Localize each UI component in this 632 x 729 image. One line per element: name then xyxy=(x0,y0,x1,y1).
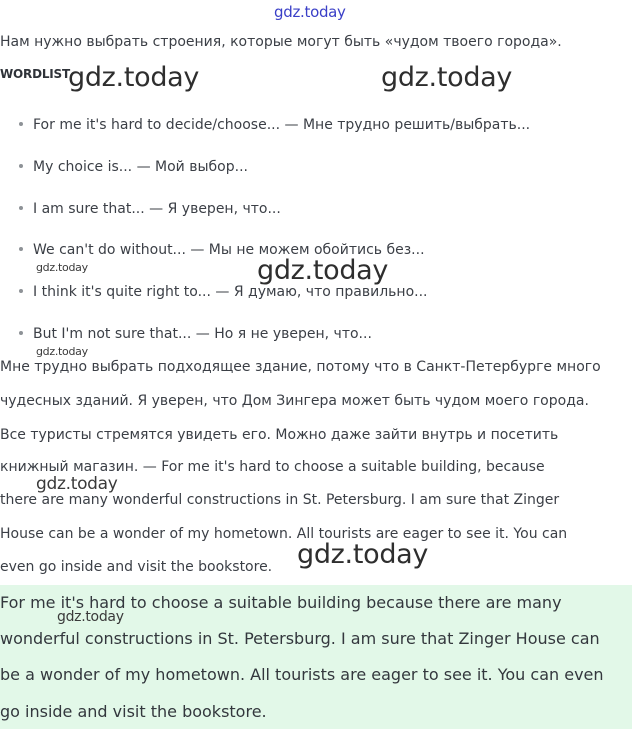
watermark: gdz.today xyxy=(297,539,429,570)
wordlist-item-text: I think it's quite right to... — Я думаю, что правильно... xyxy=(33,284,428,300)
paragraph-line: there are many wonderful constructions in St. Petersburg. I am sure that Zinger xyxy=(0,492,560,508)
answer-line: wonderful constructions in St. Petersburg. I am sure that Zinger House can xyxy=(0,629,600,648)
watermark-small: gdz.today xyxy=(36,261,88,274)
watermark: gdz.today xyxy=(381,62,513,93)
bullet-dot-icon xyxy=(19,247,23,251)
watermark-small: gdz.today xyxy=(36,345,88,358)
watermark: gdz.today xyxy=(68,62,200,93)
wordlist-item xyxy=(19,284,428,300)
watermark-small: gdz.today xyxy=(57,609,124,625)
intro-text: Нам нужно выбрать строения, которые могут быть «чудом твоего города». xyxy=(0,34,562,50)
paragraph-line: книжный магазин. — For me it's hard to choose a suitable building, because xyxy=(0,459,545,475)
bullet-dot-icon xyxy=(19,289,23,293)
bullet-dot-icon xyxy=(19,164,23,168)
watermark-small: gdz.today xyxy=(36,474,118,494)
answer-line: For me it's hard to choose a suitable building because there are many xyxy=(0,593,562,612)
wordlist-item xyxy=(19,159,248,175)
paragraph-line: House can be a wonder of my hometown. All tourists are eager to see it. You can xyxy=(0,526,568,542)
bullet-dot-icon xyxy=(19,331,23,335)
top-watermark: gdz.today xyxy=(274,3,346,21)
wordlist-item-text: My choice is... — Мой выбор... xyxy=(33,159,248,175)
wordlist-item-text: For me it's hard to decide/choose... — Мне трудно решить/выбрать... xyxy=(33,117,531,133)
paragraph-line: чудесных зданий. Я уверен, что Дом Зингера может быть чудом моего города. xyxy=(0,393,589,409)
watermark: gdz.today xyxy=(257,255,389,286)
bullet-dot-icon xyxy=(19,122,23,126)
wordlist-item xyxy=(19,117,530,133)
paragraph-line: Мне трудно выбрать подходящее здание, потому что в Санкт-Петербурге много xyxy=(0,359,601,375)
bullet-dot-icon xyxy=(19,206,23,210)
wordlist-heading: WORDLIST xyxy=(0,67,70,81)
wordlist-item-text: I am sure that... — Я уверен, что... xyxy=(33,201,281,217)
answer-box xyxy=(0,585,632,729)
paragraph-line: even go inside and visit the bookstore. xyxy=(0,559,273,575)
wordlist-item-text: We can't do without... — Мы не можем обойтись без... xyxy=(33,242,425,258)
paragraph-line: Все туристы стремятся увидеть его. Можно даже зайти внутрь и посетить xyxy=(0,427,559,443)
wordlist-item-text: But I'm not sure that... — Но я не уверен, что... xyxy=(33,326,372,342)
answer-line: be a wonder of my hometown. All tourists are eager to see it. You can even xyxy=(0,665,604,684)
answer-line: go inside and visit the bookstore. xyxy=(0,702,267,721)
wordlist-item xyxy=(19,326,372,342)
wordlist-item xyxy=(19,201,281,217)
